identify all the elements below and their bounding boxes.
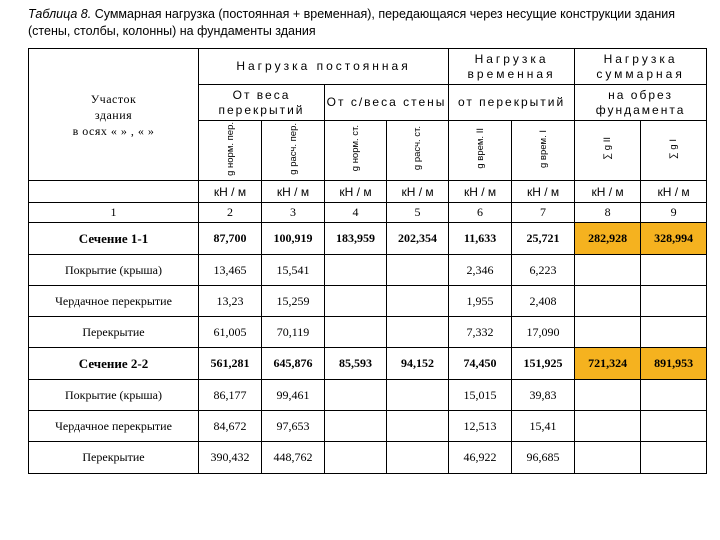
value-cell <box>641 255 707 286</box>
value-cell: 25,721 <box>512 223 575 255</box>
load-table <box>28 48 707 474</box>
value-cell: 151,925 <box>512 348 575 380</box>
total-load-header: Нагрузка суммарная <box>575 49 707 85</box>
col-label-sum-g-2: ∑ g II <box>575 121 641 181</box>
row-name: Перекрытие <box>29 317 199 348</box>
unit-cell: кН / м <box>325 181 387 203</box>
value-cell: 448,762 <box>262 442 325 474</box>
value-cell: 17,090 <box>512 317 575 348</box>
unit-cell: кН / м <box>387 181 449 203</box>
value-cell <box>575 442 641 474</box>
table-row <box>29 255 707 286</box>
value-cell <box>325 286 387 317</box>
value-cell: 39,83 <box>512 380 575 411</box>
value-cell: 15,015 <box>449 380 512 411</box>
value-cell <box>575 411 641 442</box>
value-cell: 2,346 <box>449 255 512 286</box>
value-cell: 7,332 <box>449 317 512 348</box>
area-header <box>29 49 199 181</box>
column-number: 8 <box>575 203 641 223</box>
value-cell: 561,281 <box>199 348 262 380</box>
value-cell <box>641 411 707 442</box>
row-name: Чердачное перекрытие <box>29 286 199 317</box>
value-cell: 84,672 <box>199 411 262 442</box>
col-label-g-temp-2: g врем. II <box>449 121 512 181</box>
value-cell: 1,955 <box>449 286 512 317</box>
value-cell: 12,513 <box>449 411 512 442</box>
value-cell <box>325 411 387 442</box>
col-label-sum-g-1: ∑ g I <box>641 121 707 181</box>
walls-weight-header: От с/веса стены <box>325 85 449 121</box>
value-cell: 13,23 <box>199 286 262 317</box>
unit-cell: кН / м <box>512 181 575 203</box>
row-name: Покрытие (крыша) <box>29 255 199 286</box>
value-cell <box>641 286 707 317</box>
row-name: Сечение 2-2 <box>29 348 199 380</box>
value-cell: 99,461 <box>262 380 325 411</box>
floors-weight-header: От веса перекрытий <box>199 85 325 121</box>
column-number: 5 <box>387 203 449 223</box>
temporary-load-header: Нагрузка временная <box>449 49 575 85</box>
row-name: Сечение 1-1 <box>29 223 199 255</box>
column-number: 7 <box>512 203 575 223</box>
value-cell <box>575 286 641 317</box>
value-cell: 645,876 <box>262 348 325 380</box>
value-cell <box>325 255 387 286</box>
value-cell: 15,259 <box>262 286 325 317</box>
section-row <box>29 348 707 380</box>
value-cell: 891,953 <box>641 348 707 380</box>
column-number: 9 <box>641 203 707 223</box>
unit-cell: кН / м <box>449 181 512 203</box>
value-cell: 6,223 <box>512 255 575 286</box>
table-row <box>29 411 707 442</box>
value-cell: 282,928 <box>575 223 641 255</box>
value-cell: 70,119 <box>262 317 325 348</box>
value-cell: 74,450 <box>449 348 512 380</box>
column-number: 3 <box>262 203 325 223</box>
unit-cell: кН / м <box>641 181 707 203</box>
area-header-line3: в осях « » , « » <box>72 123 155 138</box>
floors-temp-header: от перекрытий <box>449 85 575 121</box>
value-cell: 96,685 <box>512 442 575 474</box>
section-row <box>29 223 707 255</box>
table-row <box>29 380 707 411</box>
value-cell <box>387 286 449 317</box>
column-number: 4 <box>325 203 387 223</box>
value-cell: 61,005 <box>199 317 262 348</box>
value-cell <box>387 442 449 474</box>
table-row <box>29 286 707 317</box>
row-name: Чердачное перекрытие <box>29 411 199 442</box>
value-cell: 183,959 <box>325 223 387 255</box>
unit-cell-blank <box>29 181 199 203</box>
value-cell: 86,177 <box>199 380 262 411</box>
value-cell: 11,633 <box>449 223 512 255</box>
col-label-g-norm-wall: g норм. ст. <box>325 121 387 181</box>
value-cell: 46,922 <box>449 442 512 474</box>
value-cell: 85,593 <box>325 348 387 380</box>
column-number: 6 <box>449 203 512 223</box>
value-cell: 202,354 <box>387 223 449 255</box>
caption-label: Таблица 8. <box>28 7 92 21</box>
value-cell: 87,700 <box>199 223 262 255</box>
column-number: 2 <box>199 203 262 223</box>
value-cell <box>325 442 387 474</box>
value-cell <box>387 317 449 348</box>
value-cell <box>641 380 707 411</box>
unit-cell: кН / м <box>575 181 641 203</box>
permanent-load-header: Нагрузка постоянная <box>199 49 449 85</box>
value-cell <box>325 317 387 348</box>
foundation-header: на обрез фундамента <box>575 85 707 121</box>
value-cell: 13,465 <box>199 255 262 286</box>
column-number: 1 <box>29 203 199 223</box>
value-cell <box>575 380 641 411</box>
table-caption <box>28 6 708 40</box>
value-cell: 100,919 <box>262 223 325 255</box>
value-cell: 328,994 <box>641 223 707 255</box>
value-cell: 721,324 <box>575 348 641 380</box>
value-cell: 15,541 <box>262 255 325 286</box>
table-row <box>29 442 707 474</box>
value-cell <box>575 255 641 286</box>
unit-cell: кН / м <box>262 181 325 203</box>
unit-cell: кН / м <box>199 181 262 203</box>
value-cell <box>387 411 449 442</box>
value-cell <box>641 442 707 474</box>
col-label-g-calc-wall: g расч. ст. <box>387 121 449 181</box>
value-cell <box>325 380 387 411</box>
table-row <box>29 317 707 348</box>
col-label-g-calc-floor: g расч. пер. <box>262 121 325 181</box>
row-name: Перекрытие <box>29 442 199 474</box>
value-cell <box>387 380 449 411</box>
col-label-g-temp-1: g врем. I <box>512 121 575 181</box>
value-cell: 94,152 <box>387 348 449 380</box>
value-cell <box>575 317 641 348</box>
value-cell: 97,653 <box>262 411 325 442</box>
area-header-line1: Участок <box>90 91 137 106</box>
area-header-line2: здания <box>94 107 133 122</box>
value-cell: 15,41 <box>512 411 575 442</box>
col-label-g-norm-floor: g норм. пер. <box>199 121 262 181</box>
caption-text: Суммарная нагрузка (постоянная + временная), передающаяся через несущие конструкции здания (стены, столбы, колонны) на фундаменты здания <box>28 7 676 38</box>
value-cell: 2,408 <box>512 286 575 317</box>
table-body <box>29 223 707 474</box>
value-cell <box>387 255 449 286</box>
value-cell <box>641 317 707 348</box>
row-name: Покрытие (крыша) <box>29 380 199 411</box>
value-cell: 390,432 <box>199 442 262 474</box>
